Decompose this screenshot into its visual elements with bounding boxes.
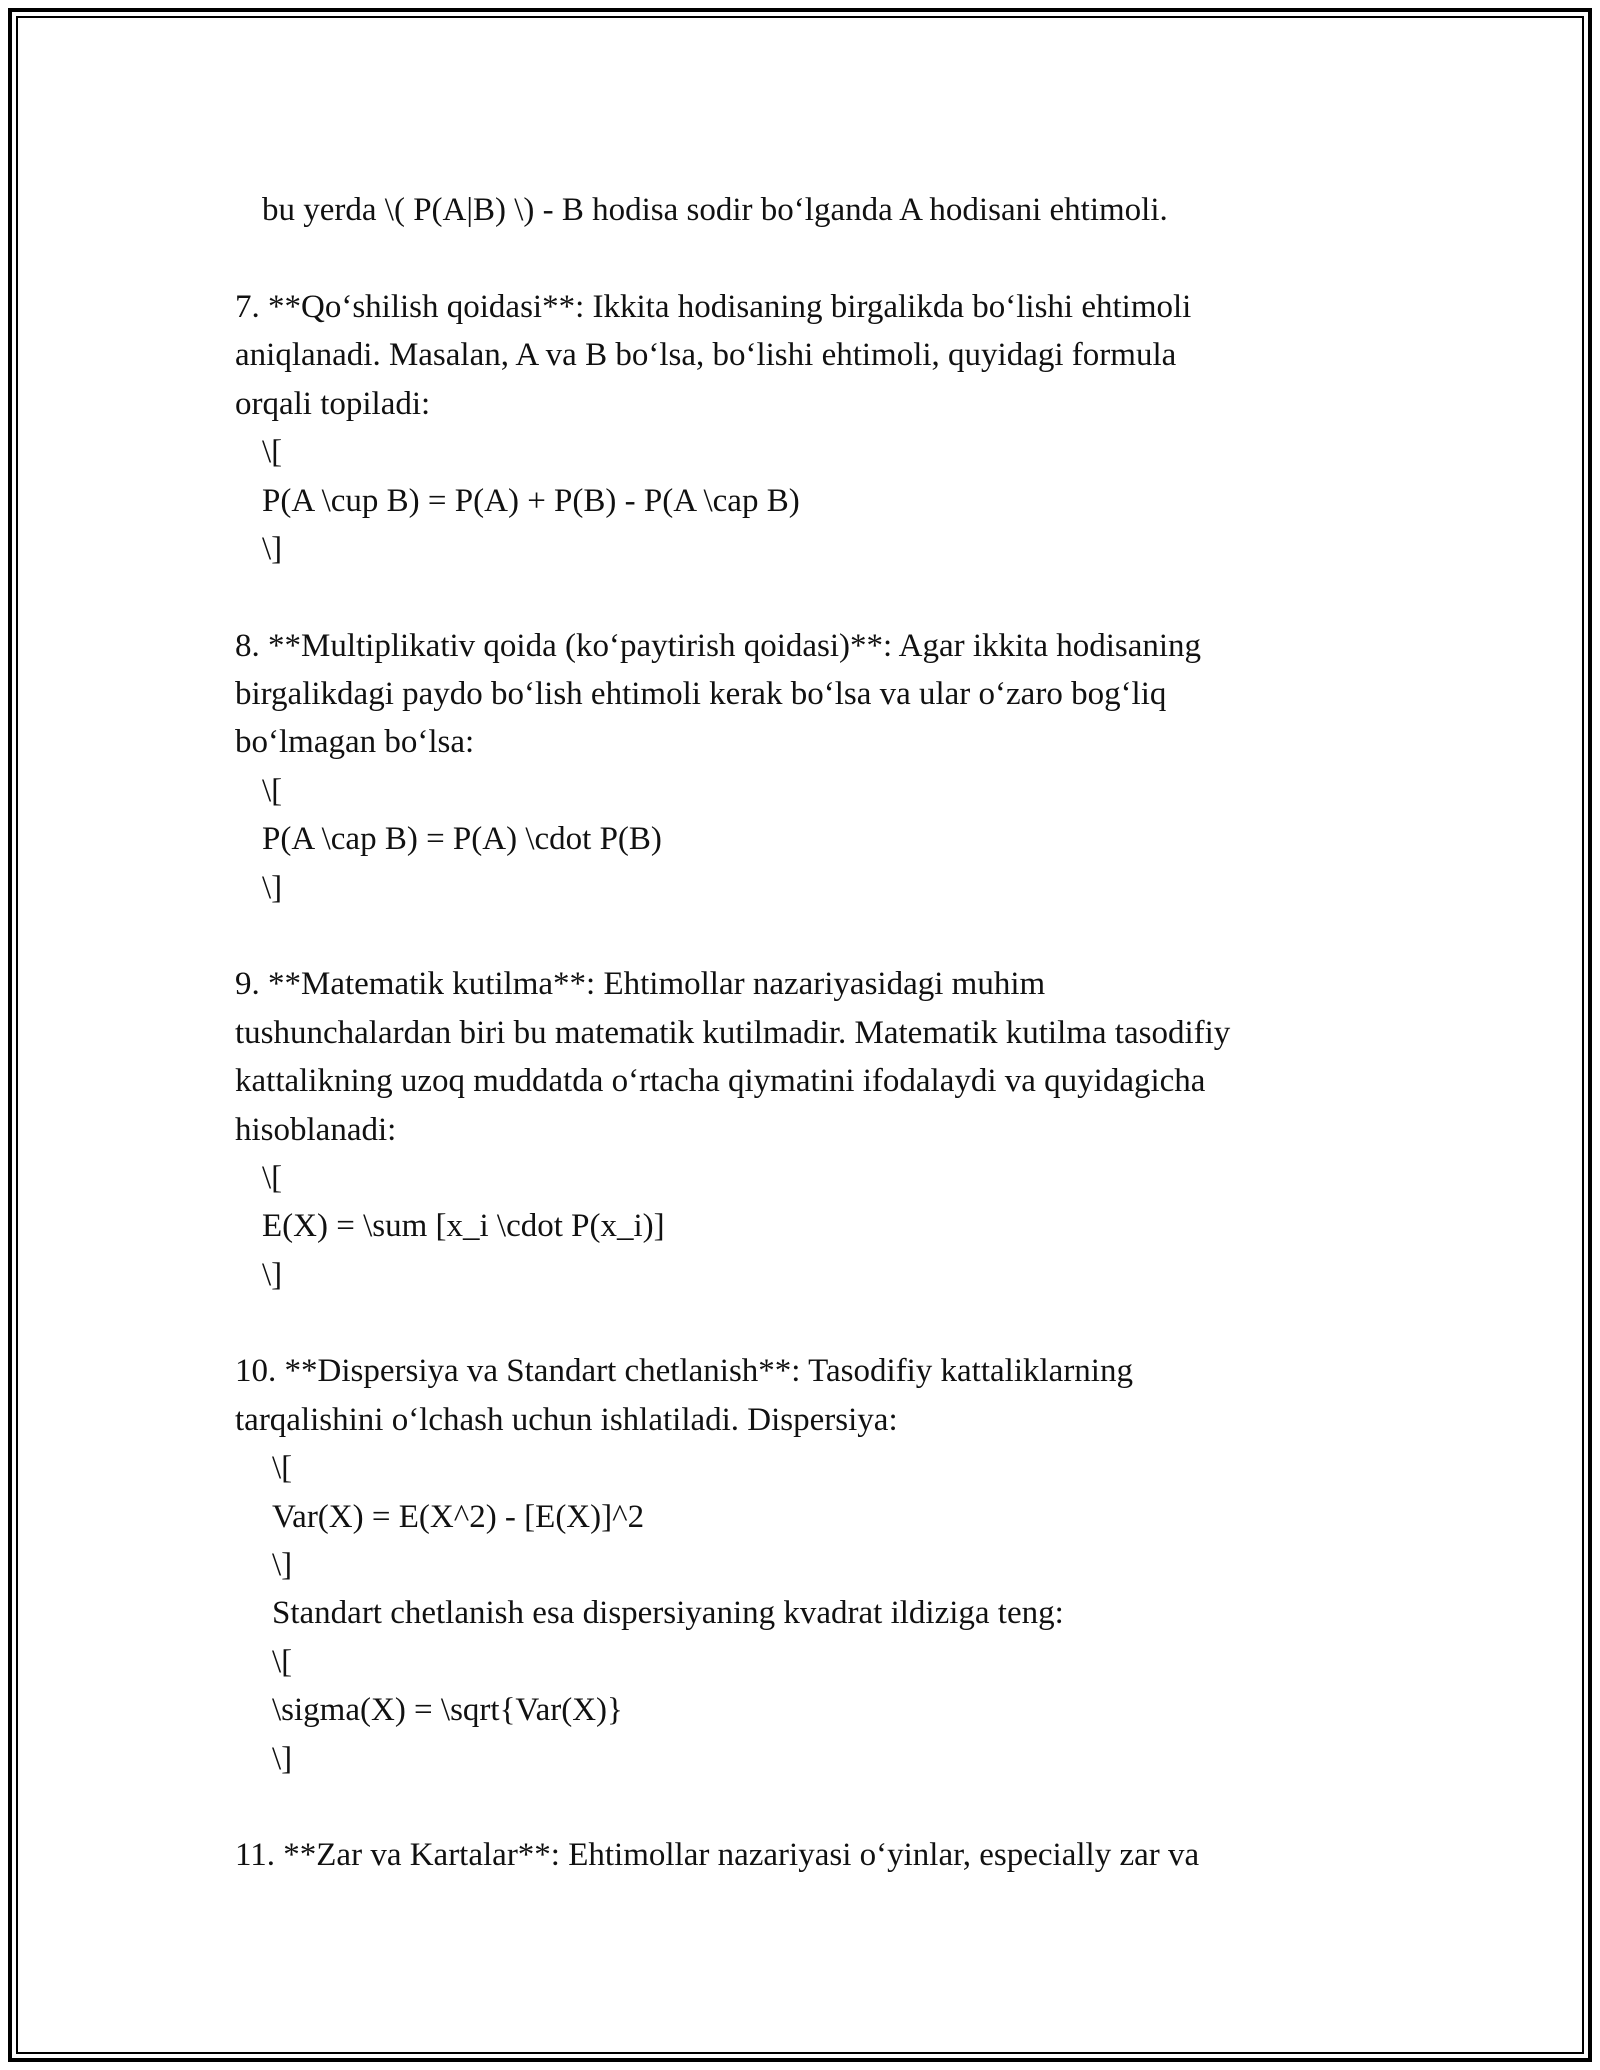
formula: P(A \cap B) = P(A) \cdot P(B) [262,821,662,857]
formula: P(A \cup B) = P(A) + P(B) - P(A \cap B) [262,483,800,519]
list-item-10-line: 10. **Dispersiya va Standart chetlanish**: Tasodifiy kattaliklarning [235,1353,1133,1389]
list-item-10-line: tarqalishini o‘lchash uchun ishlatiladi. Dispersiya: [235,1402,898,1438]
list-item-8-line: birgalikdagi paydo bo‘lish ehtimoli kerak bo‘lsa va ular o‘zaro bog‘liq [235,676,1167,712]
formula-open: \[ [262,1160,283,1196]
formula-open: \[ [272,1450,293,1486]
formula: \sigma(X) = \sqrt{Var(X)} [272,1692,623,1728]
formula-close: \] [262,870,283,906]
list-item-9-line: 9. **Matematik kutilma**: Ehtimollar nazariyasidagi muhim [235,966,1046,1002]
list-item-9-line: hisoblanadi: [235,1112,397,1148]
list-item-8-line: 8. **Multiplikativ qoida (ko‘paytirish qoidasi)**: Agar ikkita hodisaning [235,628,1202,664]
text-line: bu yerda \( P(A|B) \) - B hodisa sodir bo‘lganda A hodisani ehtimoli. [262,192,1168,228]
formula-close: \] [262,1257,283,1293]
list-item-9-line: kattalikning uzoq muddatda o‘rtacha qiymatini ifodalaydi va quyidagicha [235,1063,1206,1099]
list-item-7-line: 7. **Qo‘shilish qoidasi**: Ikkita hodisaning birgalikda bo‘lishi ehtimoli [235,289,1192,325]
list-item-11-line: 11. **Zar va Kartalar**: Ehtimollar nazariyasi o‘yinlar, especially zar va [235,1837,1200,1873]
formula-close: \] [262,531,283,567]
formula-open: \[ [272,1644,293,1680]
list-item-8-line: bo‘lmagan bo‘lsa: [235,724,475,760]
formula-open: \[ [262,434,283,470]
text-line: Standart chetlanish esa dispersiyaning kvadrat ildiziga teng: [272,1595,1064,1631]
list-item-7-line: aniqlanadi. Masalan, A va B bo‘lsa, bo‘lishi ehtimoli, quyidagi formula [235,337,1177,373]
formula: Var(X) = E(X^2) - [E(X)]^2 [272,1499,645,1535]
formula-open: \[ [262,773,283,809]
formula-close: \] [272,1547,293,1583]
list-item-9-line: tushunchalardan biri bu matematik kutilmadir. Matematik kutilma tasodifiy [235,1015,1231,1051]
formula-close: \] [272,1741,293,1777]
formula: E(X) = \sum [x_i \cdot P(x_i)] [262,1208,665,1244]
list-item-7-line: orqali topiladi: [235,386,431,422]
